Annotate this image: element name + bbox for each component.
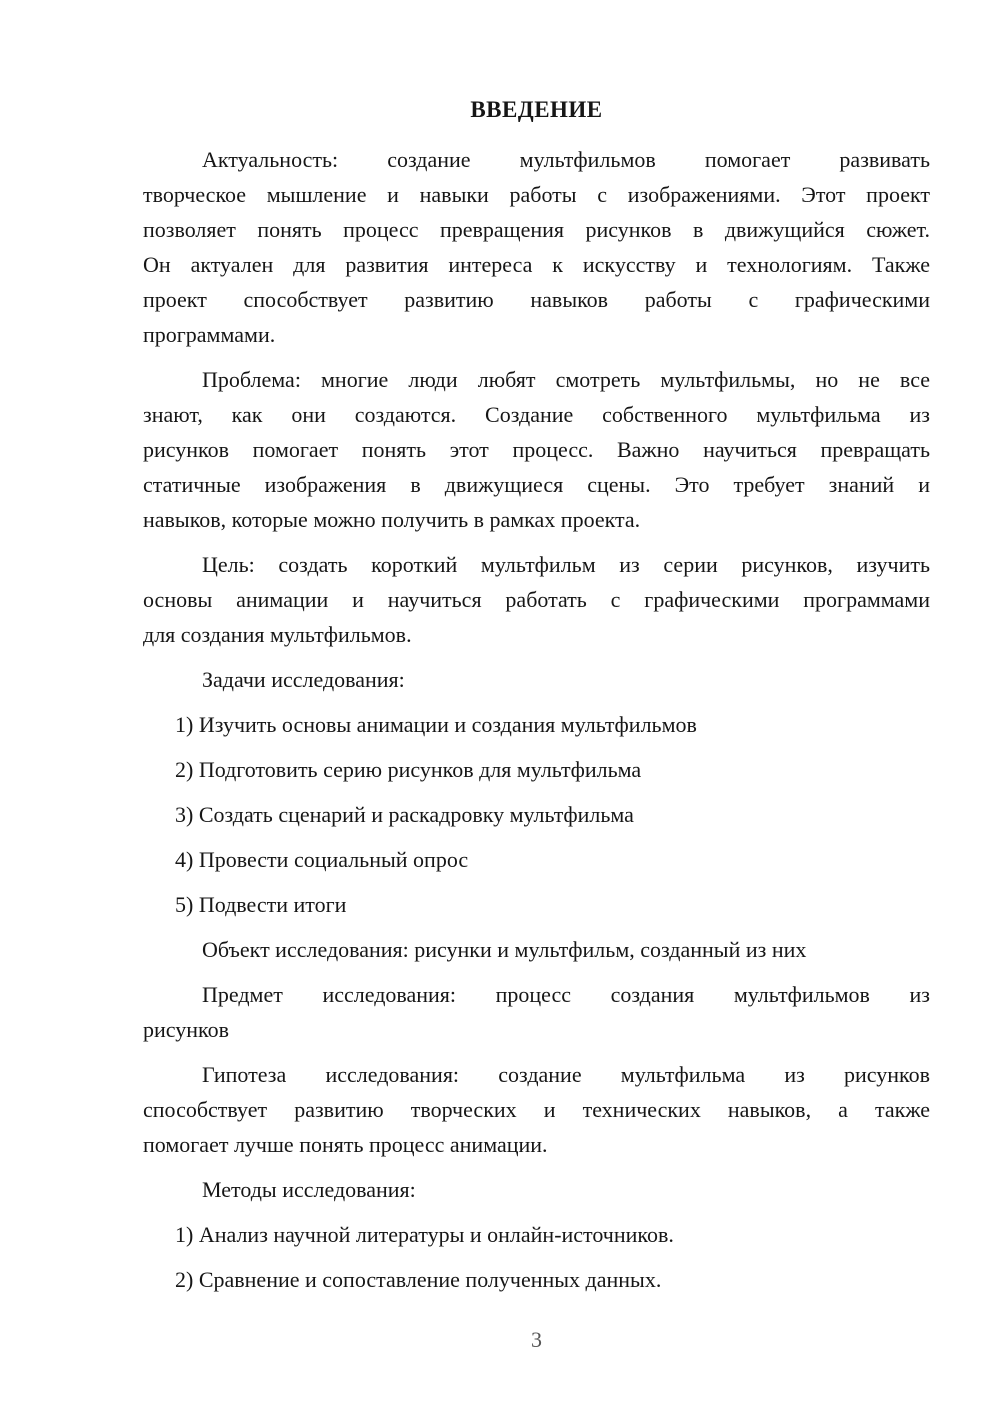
text-line: Гипотеза исследования: создание мультфильма из рисунков xyxy=(202,1062,930,1087)
methods-list-item-2: 2) Сравнение и сопоставление полученных данных. xyxy=(175,1267,662,1292)
text-line: Методы исследования: xyxy=(202,1177,416,1202)
page-title: ВВЕДЕНИЕ xyxy=(470,97,603,122)
text-line: рисунков помогает понять этот процесс. Важно научиться превращать xyxy=(143,437,930,462)
text-line: позволяет понять процесс превращения рисунков в движущийся сюжет. xyxy=(143,217,930,242)
paragraph-hypothesis xyxy=(143,1057,930,1162)
text-line: Проблема: многие люди любят смотреть мультфильмы, но не все xyxy=(202,367,930,392)
methods-list xyxy=(143,1217,930,1297)
text-line: Объект исследования: рисунки и мультфильм, созданный из них xyxy=(202,937,807,962)
text-line: проект способствует развитию навыков работы с графическими xyxy=(143,287,930,312)
page-number: 3 xyxy=(531,1327,542,1352)
text-line: Цель: создать короткий мультфильм из серии рисунков, изучить xyxy=(202,552,930,577)
text-line: знают, как они создаются. Создание собственного мультфильма из xyxy=(143,402,930,427)
methods-heading xyxy=(143,1172,930,1207)
text-line: основы анимации и научиться работать с графическими программами xyxy=(143,587,930,612)
text-line: способствует развитию творческих и технических навыков, а также xyxy=(143,1097,930,1122)
text-line: навыков, которые можно получить в рамках проекта. xyxy=(143,507,641,532)
text-line: для создания мультфильмов. xyxy=(143,622,412,647)
tasks-list-item-5: 5) Подвести итоги xyxy=(175,892,347,917)
tasks-heading xyxy=(143,662,930,697)
paragraph-goal xyxy=(143,547,930,652)
tasks-list-item-2: 2) Подготовить серию рисунков для мультфильма xyxy=(175,757,642,782)
text-line: статичные изображения в движущиеся сцены. Это требует знаний и xyxy=(143,472,930,497)
text-line: Актуальность: создание мультфильмов помогает развивать xyxy=(202,147,930,172)
text-line: рисунков xyxy=(143,1017,229,1042)
paragraph-object xyxy=(143,932,930,967)
paragraph-relevance xyxy=(143,142,930,352)
text-line: Задачи исследования: xyxy=(202,667,405,692)
tasks-list-item-4: 4) Провести социальный опрос xyxy=(175,847,469,872)
text-line: помогает лучше понять процесс анимации. xyxy=(143,1132,548,1157)
text-line: творческое мышление и навыки работы с изображениями. Этот проект xyxy=(143,182,930,207)
tasks-list-item-1: 1) Изучить основы анимации и создания мультфильмов xyxy=(175,712,697,737)
paragraph-problem xyxy=(143,362,930,537)
tasks-list-item-3: 3) Создать сценарий и раскадровку мультфильма xyxy=(175,802,634,827)
text-line: Предмет исследования: процесс создания мультфильмов из xyxy=(202,982,930,1007)
text-column xyxy=(143,0,930,1307)
tasks-list xyxy=(143,707,930,922)
text-line: программами. xyxy=(143,322,276,347)
text-line: Он актуален для развития интереса к искусству и технологиям. Также xyxy=(143,252,930,277)
methods-list-item-1: 1) Анализ научной литературы и онлайн-источников. xyxy=(175,1222,674,1247)
paragraph-subject xyxy=(143,977,930,1047)
